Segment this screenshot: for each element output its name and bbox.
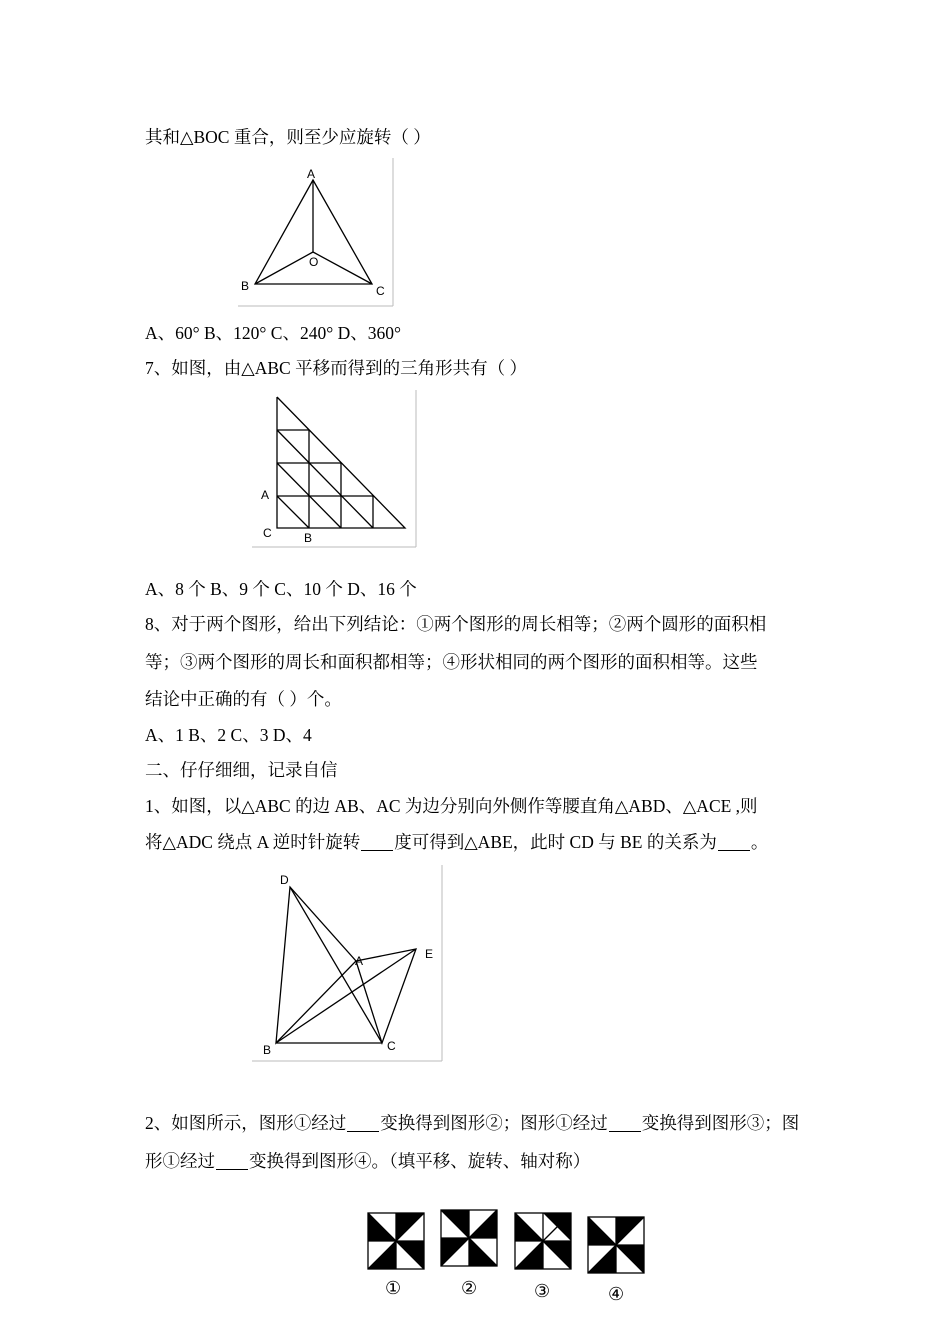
s2q2-text-b: 变换得到图形②；图形①经过 bbox=[380, 1113, 608, 1133]
label-o: O bbox=[309, 255, 319, 269]
q7-figure bbox=[252, 390, 418, 550]
label-c: C bbox=[263, 526, 272, 540]
q8-line-3: 结论中正确的有（ ）个。 bbox=[145, 689, 342, 709]
segment-be bbox=[276, 949, 416, 1043]
figure-label-3: ③ bbox=[534, 1281, 551, 1302]
answer-blank-1[interactable] bbox=[361, 832, 393, 851]
figure-label-4: ④ bbox=[608, 1284, 625, 1305]
q6-stem-tail: 其和△BOC 重合，则至少应旋转（ ） bbox=[145, 127, 431, 147]
answer-blank-4[interactable] bbox=[609, 1113, 641, 1132]
s2q1-figure bbox=[252, 865, 444, 1063]
figure-label-2: ② bbox=[461, 1278, 478, 1299]
figure-2 bbox=[441, 1210, 497, 1266]
figure-1 bbox=[368, 1213, 424, 1269]
s2q2-figures bbox=[362, 1205, 652, 1305]
label-a: A bbox=[261, 488, 270, 502]
q8-options: A、1 B、2 C、3 D、4 bbox=[145, 725, 312, 745]
label-a: A bbox=[307, 167, 316, 181]
s2q1-text-a: 将△ADC 绕点 A 逆时针旋转 bbox=[145, 832, 361, 852]
q6-options: A、60° B、120° C、240° D、360° bbox=[145, 323, 401, 343]
label-c: C bbox=[387, 1039, 396, 1053]
label-e: E bbox=[425, 947, 434, 961]
triangle-abd bbox=[276, 887, 356, 1043]
section-title: 二、仔仔细细，记录自信 bbox=[145, 760, 338, 780]
s2q2-line-1 bbox=[145, 1111, 799, 1135]
s2q1-line-2 bbox=[145, 830, 768, 854]
s2q2-text-c: 变换得到图形③；图 bbox=[641, 1113, 800, 1133]
figure-4 bbox=[588, 1217, 644, 1273]
s2q1-line-1: 1、如图，以△ABC 的边 AB、AC 为边分别向外侧作等腰直角△ABD、△ACE ,则 bbox=[145, 796, 758, 816]
s2q1-text-c: 。 bbox=[750, 832, 769, 852]
q6-figure bbox=[238, 158, 396, 308]
s2q2-text-e: 变换得到图形④。（填平移、旋转、轴对称） bbox=[249, 1151, 591, 1171]
segment-cd bbox=[290, 887, 382, 1043]
answer-blank-2[interactable] bbox=[718, 832, 750, 851]
q7-options: A、8 个 B、9 个 C、10 个 D、16 个 bbox=[145, 579, 417, 599]
s2q2-text-a: 2、如图所示，图形①经过 bbox=[145, 1113, 347, 1133]
s2q2-text-d: 形①经过 bbox=[145, 1151, 215, 1171]
label-a: A bbox=[355, 954, 364, 968]
label-b: B bbox=[241, 279, 250, 293]
triangle-ace bbox=[356, 949, 416, 1043]
figure-label-1: ① bbox=[385, 1278, 402, 1299]
label-b: B bbox=[263, 1043, 272, 1057]
q8-line-2: 等；③两个图形的周长和面积都相等；④形状相同的两个图形的面积相等。这些 bbox=[145, 652, 758, 672]
answer-blank-5[interactable] bbox=[216, 1151, 248, 1170]
label-d: D bbox=[280, 873, 289, 887]
label-c: C bbox=[376, 284, 385, 298]
s2q1-text-b: 度可得到△ABE，此时 CD 与 BE 的关系为 bbox=[394, 832, 717, 852]
q7-stem: 7、如图，由△ABC 平移而得到的三角形共有（ ） bbox=[145, 358, 527, 378]
figure-3 bbox=[515, 1213, 571, 1269]
label-b: B bbox=[304, 531, 313, 545]
answer-blank-3[interactable] bbox=[347, 1113, 379, 1132]
s2q2-line-2 bbox=[145, 1149, 590, 1173]
q8-line-1: 8、对于两个图形，给出下列结论：①两个图形的周长相等；②两个圆形的面积相 bbox=[145, 614, 767, 634]
